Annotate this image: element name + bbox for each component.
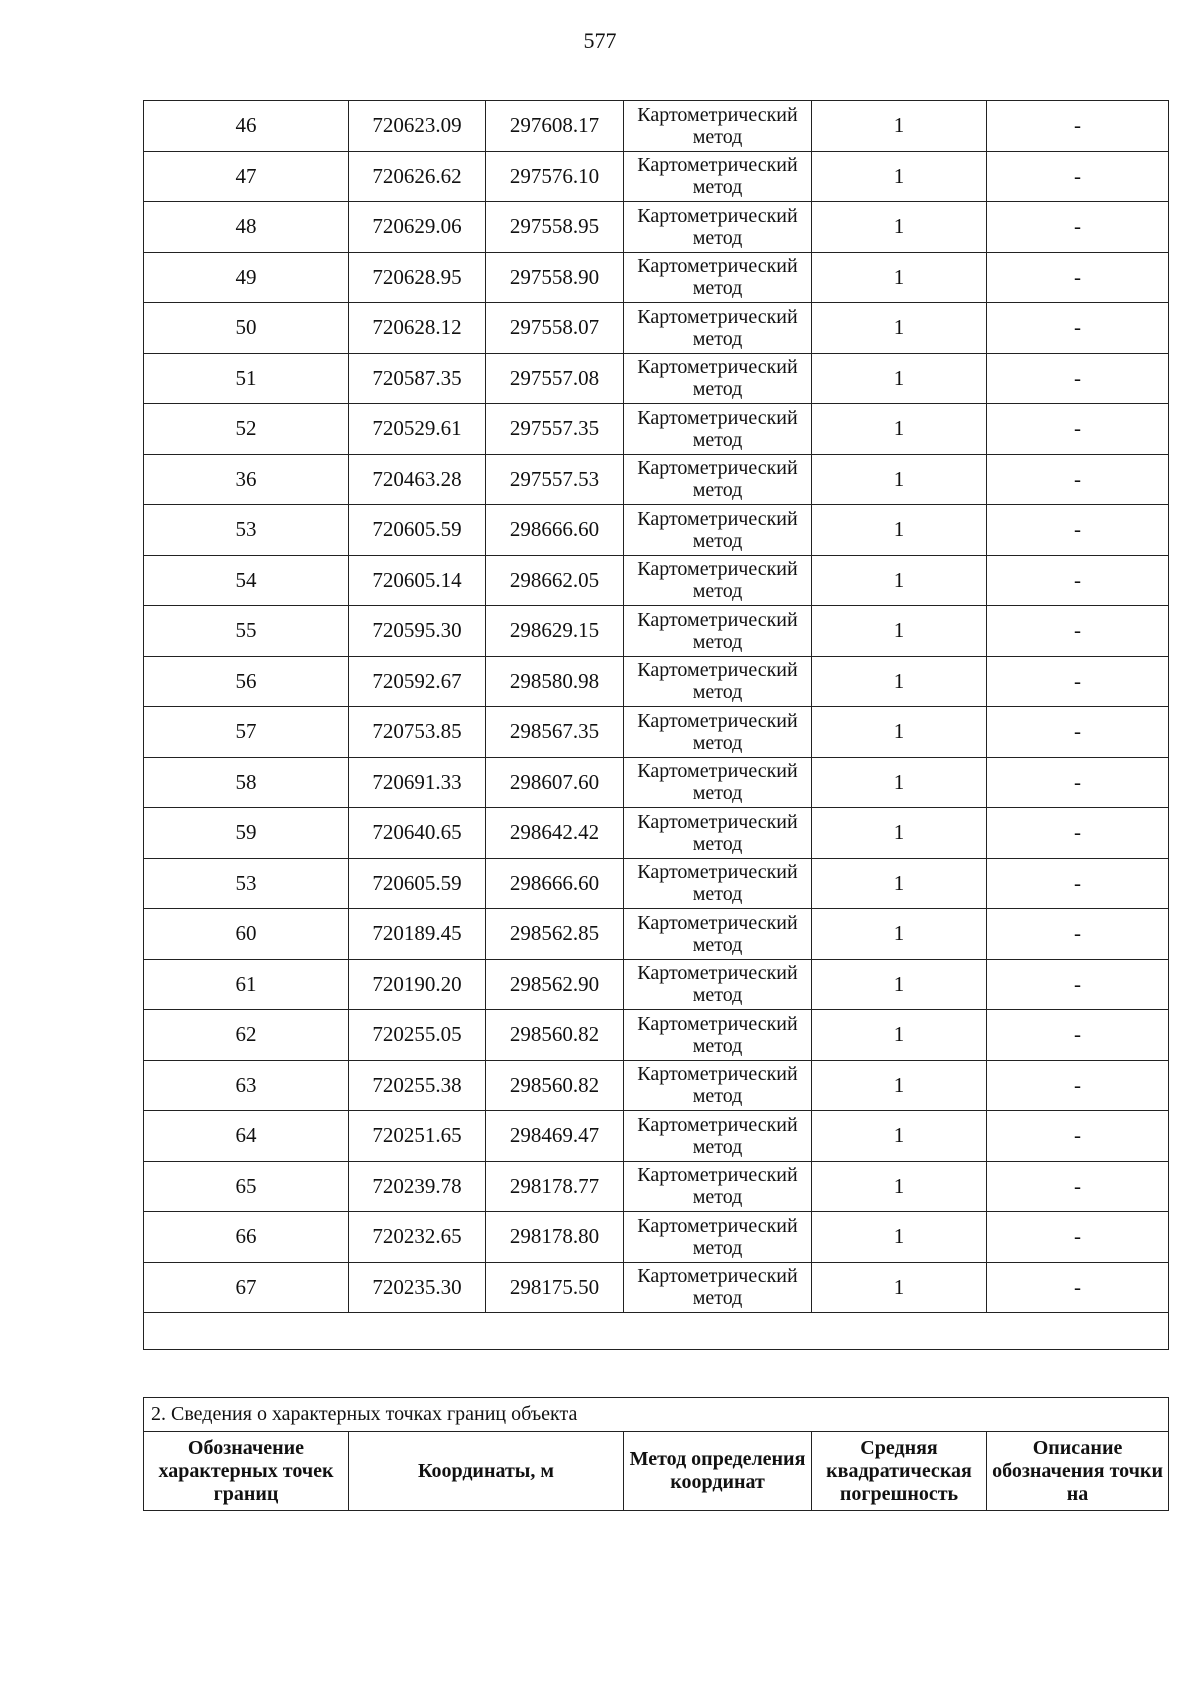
cell-error: 1 (812, 101, 987, 152)
cell-description: - (987, 202, 1169, 253)
coordinates-table-body (144, 101, 1169, 1350)
cell-y: 298178.77 (486, 1161, 624, 1212)
cell-method: Картометрический метод (624, 252, 812, 303)
cell-y: 298178.80 (486, 1212, 624, 1263)
section2-table (143, 1397, 1169, 1511)
cell-x: 720235.30 (349, 1262, 486, 1313)
cell-x: 720623.09 (349, 101, 486, 152)
cell-description: - (987, 959, 1169, 1010)
cell-description: - (987, 454, 1169, 505)
cell-error: 1 (812, 505, 987, 556)
cell-y: 298629.15 (486, 606, 624, 657)
cell-y: 298567.35 (486, 707, 624, 758)
cell-x: 720189.45 (349, 909, 486, 960)
cell-method: Картометрический метод (624, 1212, 812, 1263)
cell-x: 720605.14 (349, 555, 486, 606)
cell-x: 720605.59 (349, 858, 486, 909)
table-row (144, 757, 1169, 808)
cell-method: Картометрический метод (624, 1060, 812, 1111)
cell-point: 49 (144, 252, 349, 303)
cell-y: 297576.10 (486, 151, 624, 202)
cell-description: - (987, 808, 1169, 859)
table-row (144, 656, 1169, 707)
cell-point: 58 (144, 757, 349, 808)
cell-method: Картометрический метод (624, 454, 812, 505)
cell-point: 51 (144, 353, 349, 404)
cell-description: - (987, 1161, 1169, 1212)
cell-y: 298666.60 (486, 505, 624, 556)
cell-error: 1 (812, 303, 987, 354)
cell-y: 297557.08 (486, 353, 624, 404)
cell-method: Картометрический метод (624, 959, 812, 1010)
cell-error: 1 (812, 909, 987, 960)
cell-description: - (987, 101, 1169, 152)
cell-error: 1 (812, 1010, 987, 1061)
cell-x: 720529.61 (349, 404, 486, 455)
cell-description: - (987, 252, 1169, 303)
cell-y: 298469.47 (486, 1111, 624, 1162)
table-row (144, 858, 1169, 909)
table-row (144, 808, 1169, 859)
header-method: Метод определения координат (624, 1432, 812, 1511)
cell-description: - (987, 606, 1169, 657)
cell-y: 298666.60 (486, 858, 624, 909)
cell-x: 720232.65 (349, 1212, 486, 1263)
cell-x: 720463.28 (349, 454, 486, 505)
cell-description: - (987, 1010, 1169, 1061)
cell-error: 1 (812, 404, 987, 455)
header-point: Обозначение характерных точек границ (144, 1432, 349, 1511)
cell-method: Картометрический метод (624, 858, 812, 909)
cell-description: - (987, 858, 1169, 909)
cell-error: 1 (812, 858, 987, 909)
cell-description: - (987, 505, 1169, 556)
cell-method: Картометрический метод (624, 202, 812, 253)
cell-point: 48 (144, 202, 349, 253)
cell-x: 720587.35 (349, 353, 486, 404)
cell-error: 1 (812, 808, 987, 859)
cell-error: 1 (812, 202, 987, 253)
table-row (144, 505, 1169, 556)
cell-point: 64 (144, 1111, 349, 1162)
page-number: 577 (583, 28, 617, 53)
cell-y: 298580.98 (486, 656, 624, 707)
cell-method: Картометрический метод (624, 505, 812, 556)
table-row (144, 606, 1169, 657)
table-row (144, 1161, 1169, 1212)
cell-y: 297558.95 (486, 202, 624, 253)
cell-method: Картометрический метод (624, 555, 812, 606)
cell-point: 36 (144, 454, 349, 505)
cell-method: Картометрический метод (624, 101, 812, 152)
cell-method: Картометрический метод (624, 909, 812, 960)
table-row (144, 909, 1169, 960)
cell-error: 1 (812, 1111, 987, 1162)
cell-x: 720605.59 (349, 505, 486, 556)
cell-method: Картометрический метод (624, 757, 812, 808)
cell-point: 62 (144, 1010, 349, 1061)
cell-error: 1 (812, 707, 987, 758)
table-row (144, 101, 1169, 152)
cell-point: 61 (144, 959, 349, 1010)
table-row (144, 1010, 1169, 1061)
table-row (144, 303, 1169, 354)
header-description: Описание обозначения точки на (987, 1432, 1169, 1511)
cell-method: Картометрический метод (624, 656, 812, 707)
table-row (144, 252, 1169, 303)
cell-x: 720251.65 (349, 1111, 486, 1162)
cell-x: 720595.30 (349, 606, 486, 657)
cell-y: 298175.50 (486, 1262, 624, 1313)
cell-error: 1 (812, 959, 987, 1010)
cell-description: - (987, 555, 1169, 606)
cell-x: 720753.85 (349, 707, 486, 758)
cell-description: - (987, 151, 1169, 202)
table-row (144, 353, 1169, 404)
cell-x: 720255.05 (349, 1010, 486, 1061)
table-row (144, 202, 1169, 253)
cell-description: - (987, 757, 1169, 808)
section2-title: 2. Сведения о характерных точках границ объекта (144, 1398, 1169, 1432)
cell-error: 1 (812, 656, 987, 707)
cell-x: 720691.33 (349, 757, 486, 808)
cell-y: 298562.85 (486, 909, 624, 960)
cell-error: 1 (812, 1060, 987, 1111)
table-row (144, 1262, 1169, 1313)
cell-error: 1 (812, 606, 987, 657)
cell-point: 63 (144, 1060, 349, 1111)
table-row (144, 151, 1169, 202)
cell-point: 52 (144, 404, 349, 455)
cell-y: 298560.82 (486, 1010, 624, 1061)
cell-y: 297557.35 (486, 404, 624, 455)
cell-method: Картометрический метод (624, 303, 812, 354)
cell-y: 298642.42 (486, 808, 624, 859)
cell-method: Картометрический метод (624, 1010, 812, 1061)
cell-error: 1 (812, 454, 987, 505)
cell-x: 720628.95 (349, 252, 486, 303)
table-row (144, 1060, 1169, 1111)
table-row (144, 555, 1169, 606)
cell-error: 1 (812, 1161, 987, 1212)
cell-method: Картометрический метод (624, 404, 812, 455)
cell-method: Картометрический метод (624, 353, 812, 404)
cell-x: 720629.06 (349, 202, 486, 253)
cell-point: 67 (144, 1262, 349, 1313)
cell-description: - (987, 404, 1169, 455)
cell-point: 65 (144, 1161, 349, 1212)
cell-error: 1 (812, 555, 987, 606)
cell-error: 1 (812, 1212, 987, 1263)
cell-point: 57 (144, 707, 349, 758)
cell-method: Картометрический метод (624, 1262, 812, 1313)
cell-point: 50 (144, 303, 349, 354)
cell-point: 55 (144, 606, 349, 657)
cell-y: 297608.17 (486, 101, 624, 152)
cell-x: 720626.62 (349, 151, 486, 202)
cell-x: 720190.20 (349, 959, 486, 1010)
cell-point: 47 (144, 151, 349, 202)
cell-point: 59 (144, 808, 349, 859)
cell-method: Картометрический метод (624, 808, 812, 859)
cell-description: - (987, 303, 1169, 354)
cell-description: - (987, 909, 1169, 960)
cell-x: 720255.38 (349, 1060, 486, 1111)
cell-x: 720640.65 (349, 808, 486, 859)
cell-point: 53 (144, 505, 349, 556)
cell-y: 297558.90 (486, 252, 624, 303)
cell-x: 720239.78 (349, 1161, 486, 1212)
cell-description: - (987, 656, 1169, 707)
cell-point: 60 (144, 909, 349, 960)
table-row (144, 1212, 1169, 1263)
cell-point: 56 (144, 656, 349, 707)
header-coords: Координаты, м (349, 1432, 624, 1511)
cell-error: 1 (812, 252, 987, 303)
table-row (144, 404, 1169, 455)
table-row (144, 707, 1169, 758)
cell-point: 54 (144, 555, 349, 606)
cell-y: 298662.05 (486, 555, 624, 606)
cell-method: Картометрический метод (624, 1111, 812, 1162)
section2-title-row (144, 1398, 1169, 1432)
cell-y: 297557.53 (486, 454, 624, 505)
cell-error: 1 (812, 151, 987, 202)
cell-error: 1 (812, 353, 987, 404)
cell-description: - (987, 1212, 1169, 1263)
cell-error: 1 (812, 757, 987, 808)
cell-point: 46 (144, 101, 349, 152)
cell-description: - (987, 1060, 1169, 1111)
cell-method: Картометрический метод (624, 1161, 812, 1212)
cell-method: Картометрический метод (624, 707, 812, 758)
cell-method: Картометрический метод (624, 606, 812, 657)
cell-point: 66 (144, 1212, 349, 1263)
cell-point: 53 (144, 858, 349, 909)
cell-y: 298607.60 (486, 757, 624, 808)
empty-row (144, 1313, 1169, 1350)
table-row (144, 1111, 1169, 1162)
cell-y: 298560.82 (486, 1060, 624, 1111)
empty-cell (144, 1313, 1169, 1350)
coordinates-table (143, 100, 1169, 1350)
cell-y: 297558.07 (486, 303, 624, 354)
table-row (144, 959, 1169, 1010)
cell-x: 720592.67 (349, 656, 486, 707)
header-error: Средняя квадратическая погрешность (812, 1432, 987, 1511)
cell-description: - (987, 707, 1169, 758)
cell-error: 1 (812, 1262, 987, 1313)
cell-x: 720628.12 (349, 303, 486, 354)
section2-header-row (144, 1432, 1169, 1511)
cell-y: 298562.90 (486, 959, 624, 1010)
cell-description: - (987, 1262, 1169, 1313)
table-row (144, 454, 1169, 505)
cell-description: - (987, 1111, 1169, 1162)
cell-method: Картометрический метод (624, 151, 812, 202)
cell-description: - (987, 353, 1169, 404)
